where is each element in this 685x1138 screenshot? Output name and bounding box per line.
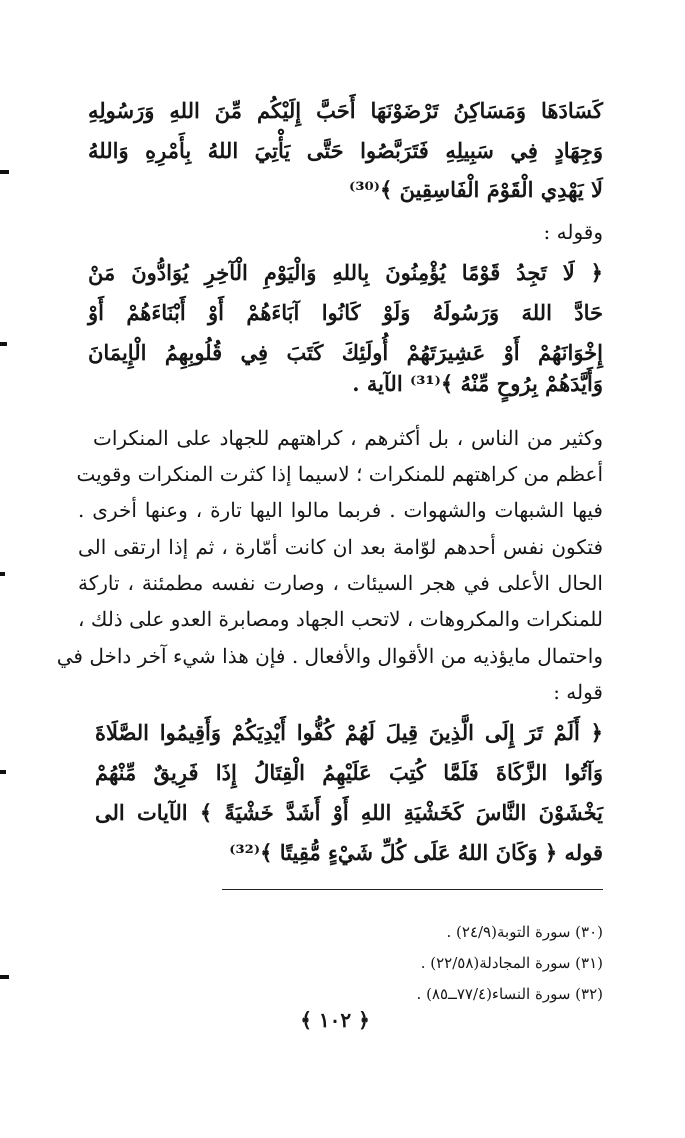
page-number: ﴿ ١٠٢ ﴾	[300, 1008, 370, 1032]
footnote: (٣١) سورة المجادلة(٢٢/٥٨) .	[420, 954, 603, 972]
quran-line: كَسَادَهَا وَمَسَاكِنُ تَرْضَوْنَهَا أَحَبَّ إِلَيْكُم مِّنَ اللهِ وَرَسُولِهِ	[88, 98, 603, 123]
quran-line: ﴿ أَلَمْ تَرَ إِلَى الَّذِينَ قِيلَ لَهُمْ كُفُّوا أَيْدِيَكُمْ وَأَقِيمُوا الصَّلَاةَ	[95, 720, 603, 745]
quran-line: وَأَيَّدَهُمْ بِرُوحٍ مِّنْهُ ﴾⁽³¹⁾ الآية .	[352, 371, 603, 396]
paragraph-line: الحال الأعلى في هجر السيئات ، وصارت نفسه مطمئنة ، تاركة	[78, 571, 603, 595]
binding-mark	[0, 770, 6, 774]
quran-line: حَادَّ اللهَ وَرَسُولَهُ وَلَوْ كَانُوا آبَاءَهُمْ أَوْ أَبْنَاءَهُمْ أَوْ	[88, 300, 603, 325]
paragraph-line: واحتمال مايؤذيه من الأقوال والأفعال . فإن هذا شيء آخر داخل في	[56, 644, 603, 668]
paragraph-line: قوله :	[553, 680, 603, 704]
binding-mark	[0, 170, 9, 174]
quran-line: إِخْوَانَهُمْ أَوْ عَشِيرَتَهُمْ أُولَئِكَ كَتَبَ فِي قُلُوبِهِمُ الْإِيمَانَ	[88, 340, 603, 365]
binding-mark	[0, 975, 9, 979]
quran-line: ﴿ لَا تَجِدُ قَوْمًا يُؤْمِنُونَ بِاللهِ وَالْيَوْمِ الْآخِرِ يُوَادُّونَ مَنْ	[88, 260, 603, 285]
binding-mark	[0, 342, 7, 346]
paragraph-line: فتكون نفس أحدهم لوّامة بعد ان كانت أمّارة ، ثم إذا ارتقى الى	[78, 535, 603, 559]
footnote: (٣٢) سورة النساء(٧٧/٤ــ٨٥) .	[416, 985, 603, 1003]
footnote: (٣٠) سورة التوبة(٢٤/٩) .	[446, 923, 603, 941]
quran-line: وَجِهَادٍ فِي سَبِيلِهِ فَتَرَبَّصُوا حَتَّى يَأْتِيَ اللهُ بِأَمْرِهِ وَاللهُ	[88, 138, 603, 163]
binding-mark	[0, 572, 5, 576]
paragraph-line: أعظم من كراهتهم للمنكرات ؛ لاسيما إذا كثرت المنكرات وقويت	[76, 462, 603, 486]
footnote-separator	[222, 889, 603, 890]
quran-line: وَآتُوا الزَّكَاةَ فَلَمَّا كُتِبَ عَلَيْهِمُ الْقِتَالُ إِذَا فَرِيقٌ مِّنْهُمْ	[95, 760, 603, 785]
quran-line: قوله ﴿ وَكَانَ اللهُ عَلَى كُلِّ شَيْءٍ مُّقِيتًا ﴾⁽³²⁾	[229, 840, 603, 865]
intro-label: وقوله :	[543, 220, 603, 244]
quran-line: لَا يَهْدِي الْقَوْمَ الْفَاسِقِينَ ﴾⁽³⁰⁾	[349, 177, 603, 202]
quran-line: يَخْشَوْنَ النَّاسَ كَخَشْيَةِ اللهِ أَوْ أَشَدَّ خَشْيَةً ﴾ الآيات الى	[95, 800, 603, 825]
paragraph-line: للمنكرات والمكروهات ، لاتحب الجهاد ومصابرة العدو على ذلك ،	[78, 607, 603, 631]
paragraph-line: فيها الشبهات والشهوات . فربما مالوا اليها تارة ، وعنها أخرى .	[78, 498, 603, 522]
paragraph-line: وكثير من الناس ، بل أكثرهم ، كراهتهم للجهاد على المنكرات	[93, 426, 603, 450]
